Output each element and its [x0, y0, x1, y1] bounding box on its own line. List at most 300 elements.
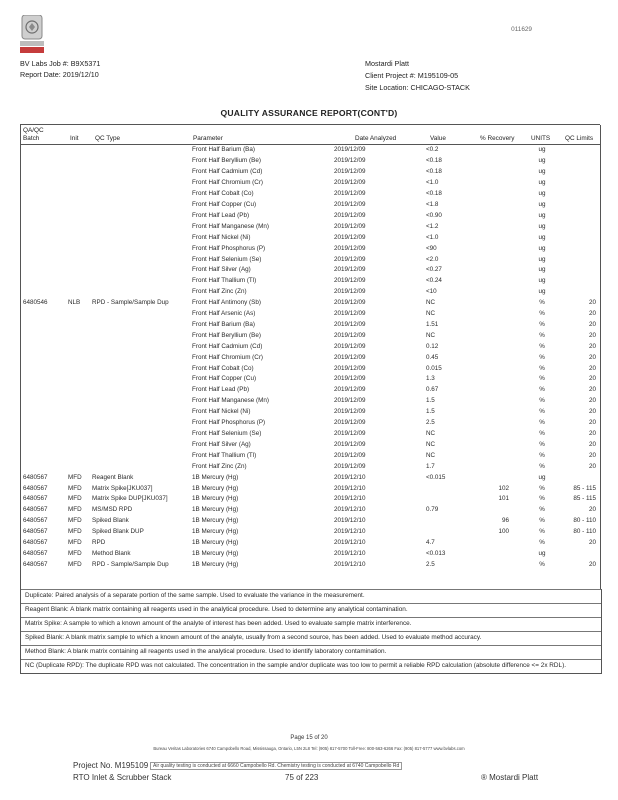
cell-qc-limits: [565, 145, 600, 156]
cell-recovery: [462, 439, 519, 450]
cell-batch: [20, 254, 68, 265]
bureau-veritas-logo: [20, 15, 44, 55]
cell-units: %: [539, 310, 545, 318]
cell-units: ug: [538, 255, 546, 263]
cell-batch: [20, 418, 68, 429]
cell-date: 2019/12/10: [334, 517, 366, 525]
cell-qc-limits: 20: [588, 342, 596, 350]
cell-init: MFD: [68, 473, 82, 481]
cell-qc-type: [92, 330, 192, 341]
cell-qc-limits: 80 - 110: [573, 528, 596, 536]
cell-recovery: [462, 418, 519, 429]
cell-init: MFD: [68, 484, 82, 492]
cell-qc-limits: 20: [588, 539, 596, 547]
cell-date: 2019/12/10: [334, 549, 366, 557]
cell-qc-limits: [565, 189, 600, 200]
cell-recovery: [462, 472, 519, 483]
table-row: [20, 243, 600, 254]
cell-units: %: [539, 528, 545, 536]
cell-qc-limits: 20: [588, 375, 596, 383]
cell-parameter: Front Half Thallium (Tl): [192, 277, 257, 285]
cell-init: [68, 439, 92, 450]
cell-date: 2019/12/10: [334, 539, 366, 547]
cell-date: 2019/12/10: [334, 560, 366, 568]
cell-value: 1.5: [426, 408, 435, 416]
cell-value: 0.12: [426, 342, 439, 350]
cell-units: ug: [538, 549, 546, 557]
cell-batch: [20, 429, 68, 440]
cell-date: 2019/12/09: [334, 408, 366, 416]
cell-init: [68, 189, 92, 200]
cell-qc-type: [92, 429, 192, 440]
cell-init: [68, 429, 92, 440]
cell-parameter: 1B Mercury (Hg): [192, 506, 239, 514]
cell-date: 2019/12/10: [334, 484, 366, 492]
cell-batch: [20, 385, 68, 396]
cell-date: 2019/12/09: [334, 277, 366, 285]
cell-qc-limits: [565, 200, 600, 211]
cell-date: 2019/12/09: [334, 168, 366, 176]
cell-date: 2019/12/09: [334, 353, 366, 361]
table-row: [20, 232, 600, 243]
cell-qc-type: Reagent Blank: [92, 473, 134, 481]
cell-init: [68, 363, 92, 374]
note-item: Duplicate: Paired analysis of a separate portion of the same sample. Used to evaluate the variance in the measurement.: [21, 589, 601, 603]
cell-units: %: [539, 484, 545, 492]
cell-date: 2019/12/09: [334, 157, 366, 165]
cell-value: [426, 483, 462, 494]
cell-qc-limits: 20: [588, 320, 596, 328]
cell-init: [68, 254, 92, 265]
cell-qc-limits: 20: [588, 299, 596, 307]
cell-qc-type: [92, 232, 192, 243]
cell-batch: [20, 396, 68, 407]
table-row: [20, 505, 600, 516]
table-top-rule: [20, 124, 600, 125]
cell-date: 2019/12/09: [334, 233, 366, 241]
cell-recovery: [462, 396, 519, 407]
cell-recovery: [462, 254, 519, 265]
cell-recovery: [462, 145, 519, 156]
cell-qc-type: [92, 189, 192, 200]
cell-init: [68, 461, 92, 472]
cell-units: ug: [538, 473, 546, 481]
cell-recovery: [462, 549, 519, 560]
cell-parameter: Front Half Nickel (Ni): [192, 233, 251, 241]
page-number: Page 15 of 20: [290, 735, 328, 741]
cell-parameter: Front Half Antimony (Sb): [192, 299, 261, 307]
cell-qc-type: [92, 341, 192, 352]
cell-qc-type: [92, 287, 192, 298]
cell-recovery: [462, 298, 519, 309]
table-row: [20, 461, 600, 472]
cell-date: 2019/12/09: [334, 310, 366, 318]
cell-batch: [20, 309, 68, 320]
cell-qc-limits: 20: [588, 430, 596, 438]
table-row: [20, 559, 600, 570]
cell-value: NC: [426, 430, 436, 438]
cell-value: <90: [426, 244, 437, 252]
cell-qc-limits: [565, 276, 600, 287]
cell-qc-limits: 20: [588, 408, 596, 416]
cell-init: [68, 374, 92, 385]
table-row: [20, 385, 600, 396]
cell-units: ug: [538, 288, 546, 296]
cell-qc-limits: 20: [588, 397, 596, 405]
cell-batch: [20, 178, 68, 189]
cell-units: %: [539, 353, 545, 361]
cell-units: ug: [538, 266, 546, 274]
cell-value: <0.18: [426, 168, 442, 176]
table-row: [20, 429, 600, 440]
col-header-init: Init: [70, 135, 79, 142]
cell-batch: 6480567: [23, 473, 48, 481]
cell-parameter: Front Half Arsenic (As): [192, 310, 256, 318]
cell-units: %: [539, 408, 545, 416]
cell-units: %: [539, 320, 545, 328]
cell-qc-limits: 85 - 115: [573, 495, 596, 503]
table-row: [20, 549, 600, 560]
cell-value: [426, 527, 462, 538]
cell-qc-limits: [565, 254, 600, 265]
cell-value: <0.24: [426, 277, 442, 285]
cell-qc-limits: [565, 287, 600, 298]
cell-batch: [20, 210, 68, 221]
cell-units: ug: [538, 233, 546, 241]
cell-parameter: 1B Mercury (Hg): [192, 549, 239, 557]
cell-value: <1.2: [426, 222, 439, 230]
cell-parameter: Front Half Barium (Ba): [192, 146, 255, 154]
table-row: [20, 483, 600, 494]
cell-value: 1.7: [426, 462, 435, 470]
cell-units: %: [539, 517, 545, 525]
cell-init: MFD: [68, 539, 82, 547]
cell-init: MFD: [68, 506, 82, 514]
cell-units: %: [539, 539, 545, 547]
cell-parameter: 1B Mercury (Hg): [192, 539, 239, 547]
table-row: [20, 287, 600, 298]
cell-qc-limits: 20: [588, 560, 596, 568]
table-row: [20, 352, 600, 363]
qa-results-table: [20, 145, 600, 570]
cell-recovery: [462, 505, 519, 516]
cell-recovery: [462, 210, 519, 221]
cell-value: <0.18: [426, 190, 442, 198]
cell-batch: [20, 200, 68, 211]
cell-qc-type: [92, 243, 192, 254]
cell-recovery: [462, 352, 519, 363]
cell-qc-type: Matrix Spike[JKU037]: [92, 484, 153, 492]
cell-qc-type: [92, 363, 192, 374]
cell-batch: [20, 352, 68, 363]
cell-value: <1.0: [426, 233, 439, 241]
cell-date: 2019/12/09: [334, 146, 366, 154]
cell-date: 2019/12/09: [334, 342, 366, 350]
cell-init: [68, 418, 92, 429]
table-row: [20, 407, 600, 418]
table-row: [20, 341, 600, 352]
table-row: [20, 494, 600, 505]
cell-date: 2019/12/09: [334, 179, 366, 187]
cell-units: ug: [538, 277, 546, 285]
cell-init: [68, 450, 92, 461]
table-row: [20, 527, 600, 538]
cell-recovery: [462, 232, 519, 243]
client-name: Mostardi Platt: [365, 59, 409, 68]
cell-value: 0.79: [426, 506, 439, 514]
table-row: [20, 320, 600, 331]
cell-value: NC: [426, 331, 436, 339]
cell-batch: [20, 450, 68, 461]
table-row: [20, 189, 600, 200]
cell-value: 1.5: [426, 397, 435, 405]
lab-job-number: BV Labs Job #: B9X5371: [20, 59, 101, 68]
cell-units: %: [539, 299, 545, 307]
cell-qc-limits: [565, 167, 600, 178]
cell-qc-type: Matrix Spike DUP[JKU037]: [92, 495, 168, 503]
cell-units: %: [539, 462, 545, 470]
cell-recovery: [462, 276, 519, 287]
cell-init: [68, 145, 92, 156]
cell-units: ug: [538, 190, 546, 198]
cell-date: 2019/12/09: [334, 266, 366, 274]
table-row: [20, 167, 600, 178]
cell-batch: [20, 320, 68, 331]
note-item: Reagent Blank: A blank matrix containing all reagents used in the analytical procedure. Used to determine any analytical contamination.: [21, 603, 601, 617]
cell-batch: [20, 167, 68, 178]
cell-init: MFD: [68, 495, 82, 503]
cell-recovery: [462, 559, 519, 570]
cell-parameter: Front Half Barium (Ba): [192, 320, 255, 328]
col-header-recovery: % Recovery: [480, 135, 515, 142]
cell-date: 2019/12/09: [334, 244, 366, 252]
cell-init: [68, 232, 92, 243]
cell-date: 2019/12/10: [334, 473, 366, 481]
cell-qc-type: [92, 450, 192, 461]
company-footer: [481, 773, 538, 782]
cell-qc-limits: 20: [588, 364, 596, 372]
cell-batch: [20, 145, 68, 156]
cell-batch: 6480567: [23, 506, 48, 514]
cell-init: [68, 178, 92, 189]
table-row: [20, 439, 600, 450]
cell-recovery: [462, 287, 519, 298]
cell-units: %: [539, 451, 545, 459]
cell-recovery: [462, 538, 519, 549]
cell-recovery: [462, 374, 519, 385]
cell-value: 1.51: [426, 320, 439, 328]
cell-parameter: 1B Mercury (Hg): [192, 517, 239, 525]
cell-qc-type: [92, 385, 192, 396]
cell-init: MFD: [68, 517, 82, 525]
cell-value: NC: [426, 440, 436, 448]
cell-batch: [20, 156, 68, 167]
cell-value: <0.2: [426, 146, 439, 154]
col-header-batch: Batch: [23, 135, 40, 142]
cell-parameter: Front Half Cadmium (Cd): [192, 342, 263, 350]
cell-batch: [20, 461, 68, 472]
cell-batch: [20, 374, 68, 385]
cell-batch: 6480567: [23, 549, 48, 557]
table-row: [20, 309, 600, 320]
cell-date: 2019/12/09: [334, 299, 366, 307]
cell-qc-limits: [565, 210, 600, 221]
cell-parameter: Front Half Selenium (Se): [192, 430, 262, 438]
col-header-qc-limits: QC Limits: [565, 135, 594, 142]
cell-qc-type: [92, 374, 192, 385]
note-item: Spiked Blank: A blank matrix sample to which a known amount of the analyte, usually from a second source, has been added. Used to evaluate method accuracy.: [21, 631, 601, 645]
cell-parameter: Front Half Selenium (Se): [192, 255, 262, 263]
cell-recovery: [462, 385, 519, 396]
cell-batch: [20, 439, 68, 450]
cell-parameter: Front Half Phosphorus (P): [192, 244, 266, 252]
cell-date: 2019/12/09: [334, 211, 366, 219]
cell-init: [68, 352, 92, 363]
cell-batch: 6480567: [23, 484, 48, 492]
cell-parameter: Front Half Copper (Cu): [192, 200, 257, 208]
cell-value: NC: [426, 310, 436, 318]
cell-qc-limits: [565, 178, 600, 189]
table-row: [20, 516, 600, 527]
cell-qc-limits: 20: [588, 506, 596, 514]
cell-qc-type: RPD - Sample/Sample Dup: [92, 560, 169, 568]
cell-init: [68, 156, 92, 167]
cell-qc-limits: [565, 265, 600, 276]
cell-value: <10: [426, 288, 437, 296]
cell-recovery: [462, 450, 519, 461]
cell-batch: [20, 276, 68, 287]
cell-parameter: 1B Mercury (Hg): [192, 560, 239, 568]
cell-value: <1.8: [426, 200, 439, 208]
cell-parameter: Front Half Beryllium (Be): [192, 157, 261, 165]
cell-value: <0.90: [426, 211, 442, 219]
cell-parameter: Front Half Chromium (Cr): [192, 353, 264, 361]
cell-recovery: [462, 341, 519, 352]
cell-parameter: Front Half Zinc (Zn): [192, 462, 247, 470]
cell-qc-type: RPD - Sample/Sample Dup: [92, 299, 169, 307]
cell-batch: 6480567: [23, 495, 48, 503]
cell-init: [68, 385, 92, 396]
cell-units: %: [539, 331, 545, 339]
client-project-number: Client Project #: M195109-05: [365, 71, 459, 80]
project-number: Project No. M195109: [73, 761, 149, 770]
cell-parameter: Front Half Cobalt (Co): [192, 364, 254, 372]
cell-init: [68, 320, 92, 331]
cell-qc-type: [92, 210, 192, 221]
lab-address-line: Bureau Veritas Laboratories 6740 Campobello Road, Mississauga, Ontario, L5N 2L8 Tel: (905) 817-5700 Toll-Free: 800-563-6266 Fax: (905) 817-5777 www.bvlabs.com: [153, 746, 465, 751]
cell-parameter: 1B Mercury (Hg): [192, 484, 239, 492]
cell-recovery: [462, 320, 519, 331]
cell-parameter: Front Half Zinc (Zn): [192, 288, 247, 296]
cell-parameter: Front Half Silver (Ag): [192, 266, 251, 274]
cell-parameter: Front Half Cadmium (Cd): [192, 168, 263, 176]
table-row: [20, 538, 600, 549]
cell-recovery: [462, 221, 519, 232]
table-row: [20, 221, 600, 232]
table-row: [20, 363, 600, 374]
registered-mark: ®: [481, 773, 487, 782]
cell-parameter: Front Half Lead (Pb): [192, 386, 250, 394]
cell-date: 2019/12/09: [334, 364, 366, 372]
cell-init: [68, 330, 92, 341]
cell-qc-type: [92, 276, 192, 287]
cell-value: 0.45: [426, 353, 439, 361]
cell-value: <0.27: [426, 266, 442, 274]
cell-qc-type: Spiked Blank DUP: [92, 528, 144, 536]
table-right-border: [600, 125, 601, 590]
cell-parameter: Front Half Thallium (Tl): [192, 451, 257, 459]
cell-init: [68, 265, 92, 276]
cell-date: 2019/12/09: [334, 320, 366, 328]
cell-qc-type: [92, 439, 192, 450]
cell-date: 2019/12/09: [334, 222, 366, 230]
table-row: [20, 472, 600, 483]
table-row: [20, 396, 600, 407]
cell-qc-limits: 85 - 115: [573, 484, 596, 492]
notes-section: [20, 589, 602, 674]
cell-qc-type: [92, 396, 192, 407]
table-row: [20, 210, 600, 221]
table-row: [20, 418, 600, 429]
cell-parameter: Front Half Nickel (Ni): [192, 408, 251, 416]
cell-init: MFD: [68, 528, 82, 536]
cell-init: [68, 221, 92, 232]
cell-batch: [20, 232, 68, 243]
cell-parameter: Front Half Cobalt (Co): [192, 190, 254, 198]
cell-recovery: [462, 407, 519, 418]
testing-location-note: Air quality testing is conducted at 6660 Campobello Rd. Chemistry testing is conducted at 6740 Campobello Rd: [150, 762, 402, 770]
cell-parameter: 1B Mercury (Hg): [192, 495, 239, 503]
cell-recovery: [462, 461, 519, 472]
cell-parameter: Front Half Silver (Ag): [192, 440, 251, 448]
cell-date: 2019/12/09: [334, 190, 366, 198]
cell-parameter: Front Half Chromium (Cr): [192, 179, 264, 187]
cell-qc-limits: [565, 156, 600, 167]
cell-init: NLB: [68, 299, 81, 307]
cell-qc-limits: 20: [588, 440, 596, 448]
cell-batch: 6480567: [23, 528, 48, 536]
cell-parameter: Front Half Phosphorus (P): [192, 419, 266, 427]
cell-qc-limits: 20: [588, 462, 596, 470]
cell-qc-type: RPD: [92, 539, 106, 547]
cell-qc-limits: 20: [588, 451, 596, 459]
cell-units: %: [539, 430, 545, 438]
cell-qc-limits: 20: [588, 310, 596, 318]
cell-recovery: [462, 200, 519, 211]
cell-batch: 6480567: [23, 517, 48, 525]
cell-parameter: 1B Mercury (Hg): [192, 473, 239, 481]
table-row: [20, 178, 600, 189]
cell-date: 2019/12/09: [334, 440, 366, 448]
cell-value: NC: [426, 299, 436, 307]
table-row: [20, 254, 600, 265]
cell-value: 4.7: [426, 539, 435, 547]
cell-recovery: [462, 178, 519, 189]
cell-value: 2.5: [426, 560, 435, 568]
cell-units: ug: [538, 222, 546, 230]
cell-batch: [20, 363, 68, 374]
cell-qc-limits: [565, 221, 600, 232]
cell-qc-type: [92, 221, 192, 232]
cell-qc-type: [92, 156, 192, 167]
site-name: RTO Inlet & Scrubber Stack: [73, 773, 172, 782]
cell-init: MFD: [68, 560, 82, 568]
cell-init: [68, 210, 92, 221]
cell-batch: 6480567: [23, 560, 48, 568]
cell-value: <0.18: [426, 157, 442, 165]
cell-date: 2019/12/09: [334, 451, 366, 459]
cell-batch: 6480567: [23, 539, 48, 547]
